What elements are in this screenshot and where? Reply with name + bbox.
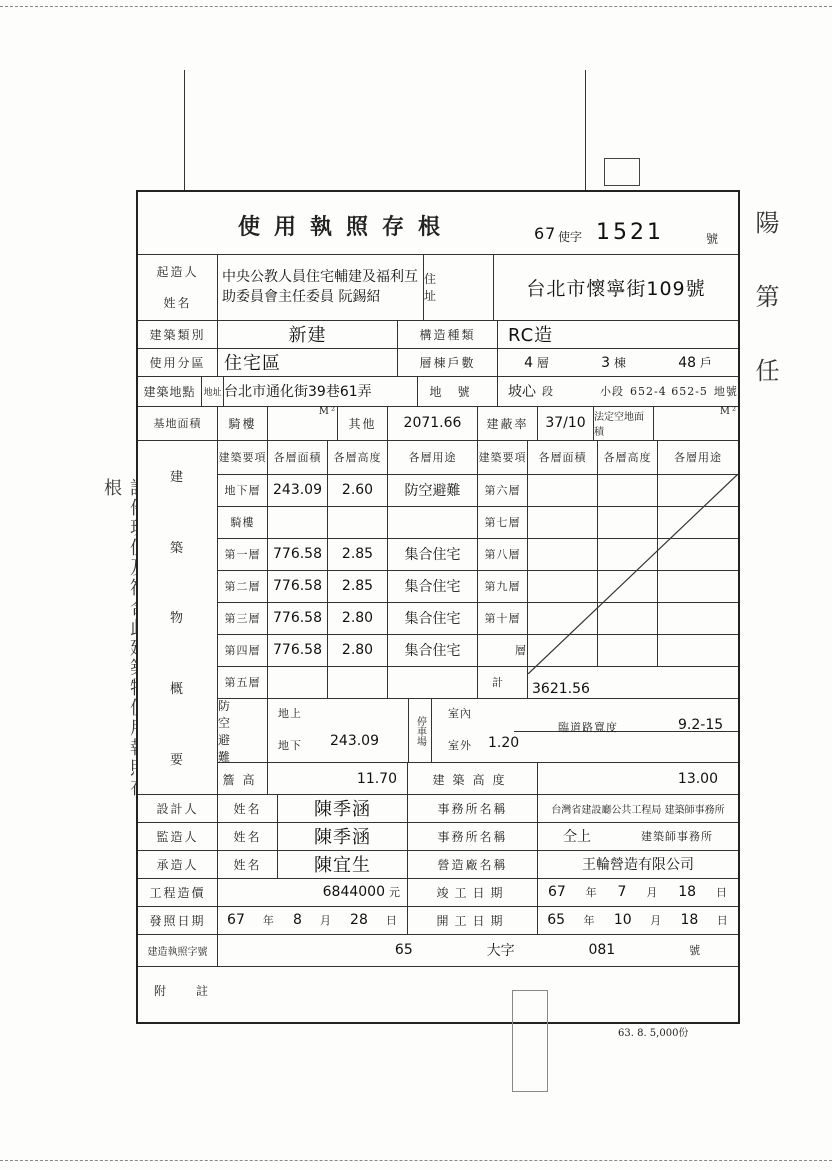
begin-month-unit: 月 <box>650 914 663 927</box>
margin-right-text: 陽第任 <box>751 210 779 432</box>
shelter-ground-label: 地上 <box>278 707 302 720</box>
floor-area-cell <box>268 538 328 570</box>
hdr-r-item: 建築要項 <box>478 440 528 474</box>
supervisor-office-cell <box>538 822 738 850</box>
owner-value-cell <box>218 254 424 320</box>
frontage-label: 臨道路寬度 <box>558 721 618 734</box>
issue-month: 8 <box>292 912 302 928</box>
floor-height: 2.80 <box>341 610 374 626</box>
side-char-4: 概 <box>169 682 185 698</box>
lot-label: 地號 <box>418 376 498 406</box>
floor-height: 2.80 <box>341 642 374 658</box>
contractor-firm: 王輪營造有限公司 <box>582 857 694 873</box>
buildings-unit: 棟 <box>613 355 626 370</box>
floor-use-cell <box>388 666 478 698</box>
building-side-label <box>138 440 218 794</box>
floors-unit: 層 <box>536 355 549 370</box>
floor-area: 776.58 <box>273 578 322 594</box>
contractor-firm-cell <box>538 850 738 878</box>
supervisor-name-cell <box>278 822 408 850</box>
floor-area: 243.09 <box>273 482 322 498</box>
begin-month: 10 <box>613 912 632 928</box>
form-title: 使用執照存根 <box>238 214 455 240</box>
floor-name: 第一層 <box>218 538 268 570</box>
floor-use-cell <box>388 570 478 602</box>
floor-height-cell <box>328 506 388 538</box>
floor-height: 2.85 <box>341 578 374 594</box>
lot-numbers: 652-4 652-5 <box>630 384 708 398</box>
print-note: 63. 8. 5,000份 <box>618 1028 689 1039</box>
zoning-value-cell <box>218 348 398 376</box>
indoor-label: 室內 <box>448 707 472 720</box>
build-height-label: 建築高度 <box>408 763 538 795</box>
floor-name: 地下層 <box>218 474 268 506</box>
shelter-label: 防空避難 <box>218 699 268 763</box>
supervisor-office-suffix: 建築師事務所 <box>641 830 713 843</box>
floor-use: 集合住宅 <box>404 579 461 595</box>
issue-row <box>138 906 738 935</box>
hdr-l-area: 各層面積 <box>268 440 328 474</box>
floor-height: 2.85 <box>341 546 374 562</box>
floor-height-cell <box>328 474 388 506</box>
permit-label: 建造執照字號 <box>138 934 218 966</box>
category-label: 建築類別 <box>138 320 218 348</box>
begin-year: 65 <box>547 912 566 928</box>
cost-label: 工程造價 <box>138 878 218 906</box>
supervisor-office: 仝上 <box>563 829 591 845</box>
legal-unit: M² <box>719 406 738 417</box>
hdr-r-use: 各層用途 <box>674 451 722 464</box>
floor-area-cell <box>268 506 328 538</box>
floor-use-cell <box>388 474 478 506</box>
floor-use: 集合住宅 <box>404 547 461 563</box>
arcade-label: 騎樓 <box>218 406 268 440</box>
floor-name: 第三層 <box>218 602 268 634</box>
struct-label: 構造種類 <box>398 320 498 348</box>
floors-value-cell <box>498 348 738 376</box>
building-block <box>138 440 738 795</box>
site-addr-label: 地址 <box>202 376 224 406</box>
eave-value-cell <box>268 763 408 795</box>
scan-edge-bottom <box>0 1160 832 1163</box>
floor-area: 776.58 <box>273 642 322 658</box>
floor-height-cell <box>328 570 388 602</box>
floor-area-cell <box>268 634 328 666</box>
license-form <box>136 190 740 1024</box>
permit-year: 65 <box>394 942 413 958</box>
total-value: 3621.56 <box>532 681 590 697</box>
margin-left-text: 根 <box>101 478 122 498</box>
contractor-row <box>138 850 738 879</box>
side-char-3: 物 <box>169 611 185 627</box>
frontage-value: 9.2-15 <box>678 717 724 733</box>
completion-year: 67 <box>547 884 566 900</box>
struct-value: RC造 <box>508 325 554 346</box>
floor-name-right: 第六層 <box>478 474 528 506</box>
license-suffix: 號 <box>706 232 719 246</box>
address-label-cell <box>424 254 494 320</box>
owner-row <box>138 254 738 321</box>
completion-date-cell <box>538 878 738 906</box>
permit-number: 081 <box>588 942 616 958</box>
owner-value: 中央公教人員住宅輔建及福利互助委員會主任委員 阮錫紹 <box>222 269 418 305</box>
address-value-cell <box>494 254 738 320</box>
address-value: 台北市懷寧街109號 <box>526 277 706 300</box>
build-height-value: 13.00 <box>677 771 718 787</box>
site-label: 建築地點 <box>138 376 202 406</box>
year-unit: 年 <box>585 886 598 899</box>
title-row <box>138 192 738 255</box>
day-unit: 日 <box>715 886 728 899</box>
category-value-cell <box>218 320 398 348</box>
lot-section: 坡心 <box>508 384 536 400</box>
coverage-label: 建蔽率 <box>478 406 538 440</box>
issue-year: 67 <box>227 912 245 928</box>
contractor-name-cell <box>278 850 408 878</box>
buildings-count: 3 <box>601 354 611 371</box>
floor-name-right: 層 <box>478 634 528 666</box>
floor-height-cell <box>328 602 388 634</box>
floor-area: 776.58 <box>273 546 322 562</box>
supervisor-office-label: 事務所名稱 <box>408 822 538 850</box>
floor-name-right: 第十層 <box>478 602 528 634</box>
floor-area-cell <box>268 570 328 602</box>
legal-label: 法定空地面積 <box>594 406 654 440</box>
floor-height-cell <box>328 634 388 666</box>
other-value: 2071.66 <box>403 415 462 431</box>
other-value-cell <box>388 406 478 440</box>
side-char-2: 築 <box>169 540 185 556</box>
owner-label-cell <box>138 254 218 320</box>
units-unit: 戶 <box>699 355 712 370</box>
parking-label: 停車場 <box>408 699 432 763</box>
cost-value: 6844000 <box>322 884 385 900</box>
total-label: 計 <box>478 666 528 698</box>
designer-name-label: 姓名 <box>218 794 278 822</box>
floor-name: 第四層 <box>218 634 268 666</box>
hdr-l-item: 建築要項 <box>218 440 268 474</box>
begin-day: 18 <box>680 912 699 928</box>
begin-date-cell <box>538 906 738 934</box>
coverage-value-cell <box>538 406 594 440</box>
designer-name: 陳季涵 <box>314 799 371 820</box>
floors-label: 層棟戶數 <box>398 348 498 376</box>
area-row <box>138 406 738 441</box>
contractor-label: 承造人 <box>138 850 218 878</box>
floors-count: 4 <box>524 354 534 371</box>
floor-name-right: 第八層 <box>478 538 528 570</box>
issue-label: 發照日期 <box>138 906 218 934</box>
contractor-firm-label: 營造廠名稱 <box>408 850 538 878</box>
shelter-under-value: 243.09 <box>330 733 379 749</box>
site-address-cell <box>224 376 418 406</box>
outdoor-value: 1.20 <box>488 735 520 751</box>
side-char-1: 建 <box>169 469 185 485</box>
eave-label: 簷高 <box>218 763 268 795</box>
designer-label: 設計人 <box>138 794 218 822</box>
license-number: 1521 <box>596 220 664 245</box>
cost-unit: 元 <box>389 886 401 899</box>
shelter-under-label: 地下 <box>278 739 302 752</box>
lot-suffix: 地號 <box>713 385 738 398</box>
supervisor-name-label: 姓名 <box>218 822 278 850</box>
hdr-l-height: 各層高度 <box>328 440 388 474</box>
designer-row <box>138 794 738 823</box>
floor-area-cell <box>268 602 328 634</box>
bottom-stamp <box>512 990 548 1092</box>
contractor-name: 陳宜生 <box>314 855 371 876</box>
floor-use: 集合住宅 <box>404 643 461 659</box>
build-height-cell <box>538 763 738 795</box>
site-row <box>138 376 738 407</box>
arcade-unit: M² <box>268 406 338 440</box>
issue-date-cell <box>218 906 408 934</box>
lot-section-unit: 段 <box>542 385 554 398</box>
eave-row <box>218 762 738 795</box>
supervisor-label: 監造人 <box>138 822 218 850</box>
begin-label: 開工日期 <box>408 906 538 934</box>
hdr-r-area: 各層面積 <box>528 440 598 474</box>
license-year: 67 <box>534 224 557 243</box>
zoning-row <box>138 348 738 377</box>
struct-value-cell <box>498 320 738 348</box>
supervisor-row <box>138 822 738 851</box>
notes-row <box>138 966 738 1022</box>
zoning-label: 使用分區 <box>138 348 218 376</box>
area-label: 基地面積 <box>138 406 218 440</box>
completion-label: 竣工日期 <box>408 878 538 906</box>
issue-day-unit: 日 <box>385 914 398 927</box>
supervisor-name: 陳季涵 <box>314 827 371 848</box>
completion-month: 7 <box>617 884 627 900</box>
floor-use-cell <box>388 538 478 570</box>
cost-value-cell <box>218 878 408 906</box>
cost-row <box>138 878 738 907</box>
issue-year-unit: 年 <box>262 914 275 927</box>
floor-use-cell <box>388 602 478 634</box>
name-label: 姓名 <box>163 296 192 310</box>
floor-name: 騎樓 <box>218 506 268 538</box>
floor-height: 2.60 <box>341 482 374 498</box>
floor-use-cell <box>388 634 478 666</box>
floor-name: 第五層 <box>218 666 268 698</box>
issue-month-unit: 月 <box>319 914 332 927</box>
floor-name: 第二層 <box>218 570 268 602</box>
completion-day: 18 <box>678 884 697 900</box>
eave-value: 11.70 <box>356 771 397 787</box>
designer-office: 台灣省建設廳公共工程局 建築師事務所 <box>551 804 725 816</box>
floor-use-cell <box>388 506 478 538</box>
issue-day: 28 <box>350 912 368 928</box>
builder-label: 起造人 <box>156 265 199 279</box>
notes-label: 附註 <box>154 984 239 998</box>
designer-office-label: 事務所名稱 <box>408 794 538 822</box>
permit-value-cell <box>218 934 738 966</box>
units-count: 48 <box>678 354 697 371</box>
permit-row <box>138 934 738 967</box>
floor-use: 防空避難 <box>404 483 461 499</box>
category-row <box>138 320 738 349</box>
contractor-name-label: 姓名 <box>218 850 278 878</box>
site-address: 台北市通化街39巷61弄 <box>224 384 372 400</box>
begin-year-unit: 年 <box>583 914 596 927</box>
hdr-r-height: 各層高度 <box>598 440 658 474</box>
begin-day-unit: 日 <box>716 914 729 927</box>
shelter-parking <box>218 698 738 763</box>
address-label: 住址 <box>424 272 461 303</box>
outdoor-label: 室外 <box>448 739 472 752</box>
other-label: 其他 <box>338 406 388 440</box>
category-value: 新建 <box>288 325 327 346</box>
permit-word: 大字 <box>486 943 515 959</box>
zoning-value: 住宅區 <box>224 353 281 374</box>
floor-area: 776.58 <box>273 610 322 626</box>
hdr-l-use: 各層用途 <box>388 440 478 474</box>
permit-suffix: 號 <box>689 944 702 957</box>
month-unit: 月 <box>646 886 659 899</box>
strike-line <box>528 474 738 674</box>
floor-area-cell <box>268 474 328 506</box>
coverage-value: 37/10 <box>545 415 586 431</box>
floor-name-right: 第七層 <box>478 506 528 538</box>
floor-area-cell <box>268 666 328 698</box>
floor-height-cell <box>328 538 388 570</box>
side-char-5: 要 <box>169 753 185 769</box>
floor-name-right: 第九層 <box>478 570 528 602</box>
scan-edge-top <box>0 6 832 9</box>
top-strip <box>184 70 586 200</box>
floor-use: 集合住宅 <box>404 611 461 627</box>
lot-subsection-label: 小段 <box>600 385 624 398</box>
floor-height-cell <box>328 666 388 698</box>
stamp-small <box>604 158 640 186</box>
designer-name-cell <box>278 794 408 822</box>
building-header <box>218 440 738 475</box>
lot-value-cell <box>498 376 738 406</box>
license-word: 使字 <box>558 230 583 244</box>
